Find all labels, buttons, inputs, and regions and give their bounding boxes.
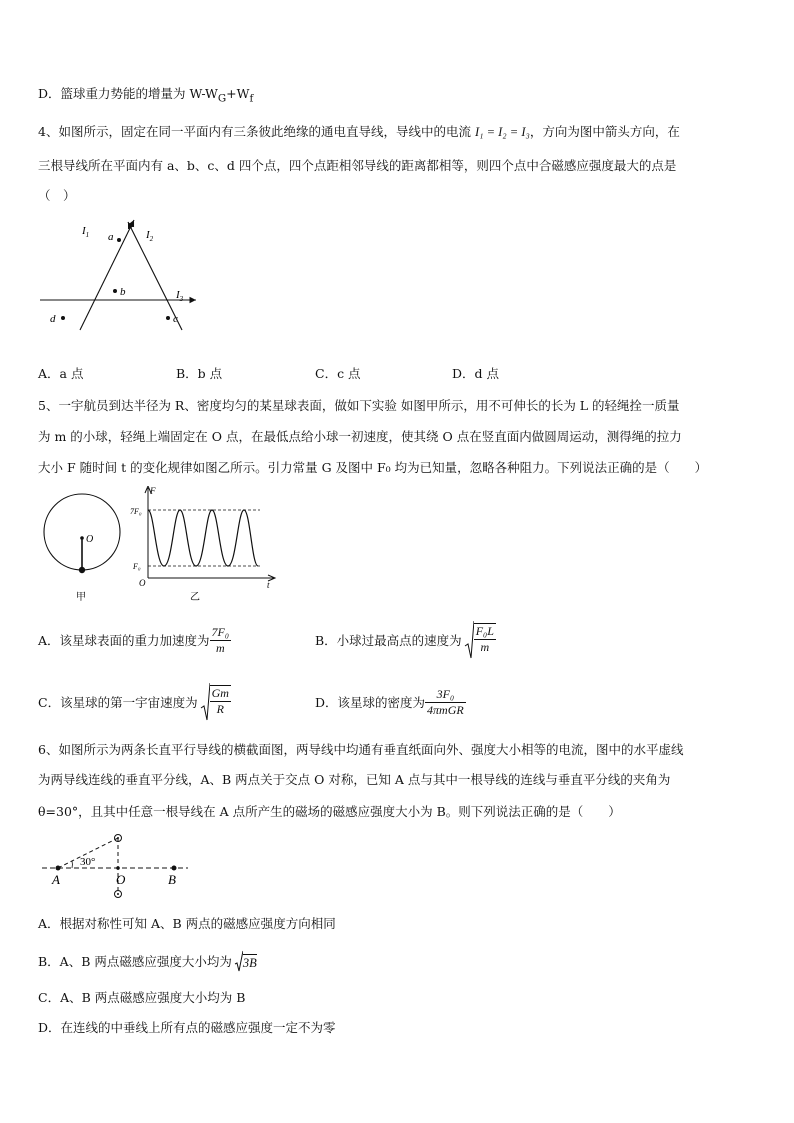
q6-line-3: θ=30°，且其中任意一根导线在 A 点所产生的磁场的磁感应强度大小为 B。则下列说法正确的是（ ） xyxy=(38,804,621,819)
label-f: F xyxy=(150,486,156,496)
label-jia: 甲 xyxy=(76,592,86,603)
label-o: O xyxy=(86,534,94,545)
q6-option-d: D．在连线的中垂线上所有点的磁感应强度一定不为零 xyxy=(38,1020,336,1035)
label-b: B xyxy=(168,872,176,887)
pivot-dot xyxy=(80,536,84,540)
q6-option-c: C．A、B 两点磁感应强度大小均为 B xyxy=(38,990,246,1005)
angle-label: 30° xyxy=(80,856,96,868)
q4-current-equation: I₁ = I₂ = I₃ xyxy=(474,125,530,139)
q5-figure xyxy=(38,486,288,604)
q6-option-a: A．根据对称性可知 A、B 两点的磁感应强度方向相同 xyxy=(38,916,336,931)
q4-line-2: 三根导线所在平面内有 a、b、c、d 四个点，四个点距相邻导线的距离都相等，则四个点中合磁感应强度最大的点是 xyxy=(38,158,677,173)
point-c-dot xyxy=(166,316,170,320)
label-yi: 乙 xyxy=(190,592,200,603)
q4-line-1-tail: ，方向为图中箭头方向，在 xyxy=(529,124,680,139)
q4-wire-figure xyxy=(36,214,206,334)
q3-option-d-sub2: f xyxy=(249,92,254,105)
q4-line-1 xyxy=(38,122,680,140)
q6-option-b-value: 3B xyxy=(242,955,257,970)
q5-option-d-text: D．该星球的密度为 xyxy=(315,695,426,710)
label-t: t xyxy=(267,580,270,590)
point-d-label: d xyxy=(50,313,56,325)
q3-option-d-text: D．篮球重力势能的增量为 W-W xyxy=(38,86,218,101)
q5-option-d-fraction: $\frac{\text{3F₀}}{\text{4πmGR}}$ xyxy=(427,686,464,717)
label-i2: $I_2$ xyxy=(146,229,154,243)
sqrt-sign xyxy=(464,620,474,660)
ball xyxy=(79,567,85,573)
point-a-dot xyxy=(117,238,121,242)
q4-line-3: （ ） xyxy=(38,188,76,203)
q4-line-1-text: 4、如图所示，固定在同一平面内有三条彼此绝缘的通电直导线，导线中的电流 xyxy=(38,124,471,139)
q3-option-d xyxy=(38,84,253,105)
q4-option-c: C．c 点 xyxy=(315,366,361,381)
q5-option-c xyxy=(38,680,231,724)
q6-line-1: 6、如图所示为两条长直平行导线的横截面图，两导线中均通有垂直纸面向外、强度大小相等的电流，图中的水平虚线 xyxy=(38,742,684,757)
sqrt-sign xyxy=(200,682,210,722)
q6-line-2: 为两导线连线的垂直平分线，A、B 两点关于交点 O 对称，已知 A 点与其中一根导线的连线与垂直平分线的夹角为 xyxy=(38,772,671,787)
q4-option-b: B．b 点 xyxy=(176,366,223,381)
q6-option-b-text: B．A、B 两点磁感应强度大小均为 xyxy=(38,954,232,969)
q5-option-d xyxy=(315,680,466,724)
q4-option-d: D．d 点 xyxy=(452,366,499,381)
point-c-label: c xyxy=(173,313,178,325)
q5-line-3: 大小 F 随时间 t 的变化规律如图乙所示。引力常量 G 及图中 F₀ 均为已知量，忽略各种阻力。下列说法正确的是（ ） xyxy=(38,460,708,475)
label-origin: O xyxy=(139,578,146,588)
q6-figure xyxy=(38,830,198,902)
label-o: O xyxy=(116,872,126,887)
q5-option-b xyxy=(315,618,496,662)
q5-option-a xyxy=(38,620,231,660)
q5-option-c-text: C．该星球的第一宇宙速度为 xyxy=(38,695,198,710)
label-7f0: 7F₀ xyxy=(130,507,142,516)
q5-option-a-text: A．该星球表面的重力加速度为 xyxy=(38,633,210,648)
q6-option-b xyxy=(38,948,257,974)
force-curve xyxy=(148,510,258,566)
label-f0: F₀ xyxy=(133,562,141,571)
point-o-dot xyxy=(116,866,120,870)
label-i3: $I_3$ xyxy=(176,289,184,303)
point-b-label: b xyxy=(120,286,126,298)
q3-option-d-plus: +W xyxy=(226,86,250,101)
q5-option-b-fraction: $\frac{\text{F₀L}}{m}$ xyxy=(475,624,494,654)
q5-option-c-fraction: $\frac{Gm}{R}$ xyxy=(211,686,229,716)
q4-option-a: A．a 点 xyxy=(38,366,84,381)
q5-option-a-fraction: $\frac{\text{7F₀}}{m}$ xyxy=(211,624,230,655)
point-b-dot xyxy=(172,866,177,871)
point-a-label: a xyxy=(108,231,114,243)
point-a-dot xyxy=(56,866,61,871)
sqrt-sign xyxy=(234,950,243,972)
q5-line-1: 5、一宇航员到达半径为 R、密度均匀的某星球表面，做如下实验 如图甲所示，用不可伸长的长为 L 的轻绳拴一质量 xyxy=(38,398,680,413)
q5-option-b-text: B．小球过最高点的速度为 xyxy=(315,633,462,648)
point-b-dot xyxy=(113,289,117,293)
q3-option-d-sub1: G xyxy=(217,92,227,105)
label-i1: $I_1$ xyxy=(82,225,90,239)
q5-line-2: 为 m 的小球，轻绳上端固定在 O 点，在最低点给小球一初速度，使其绕 O 点在竖直面内做圆周运动，测得绳的拉力 xyxy=(38,429,682,444)
label-a: A xyxy=(52,872,60,887)
point-d-dot xyxy=(61,316,65,320)
